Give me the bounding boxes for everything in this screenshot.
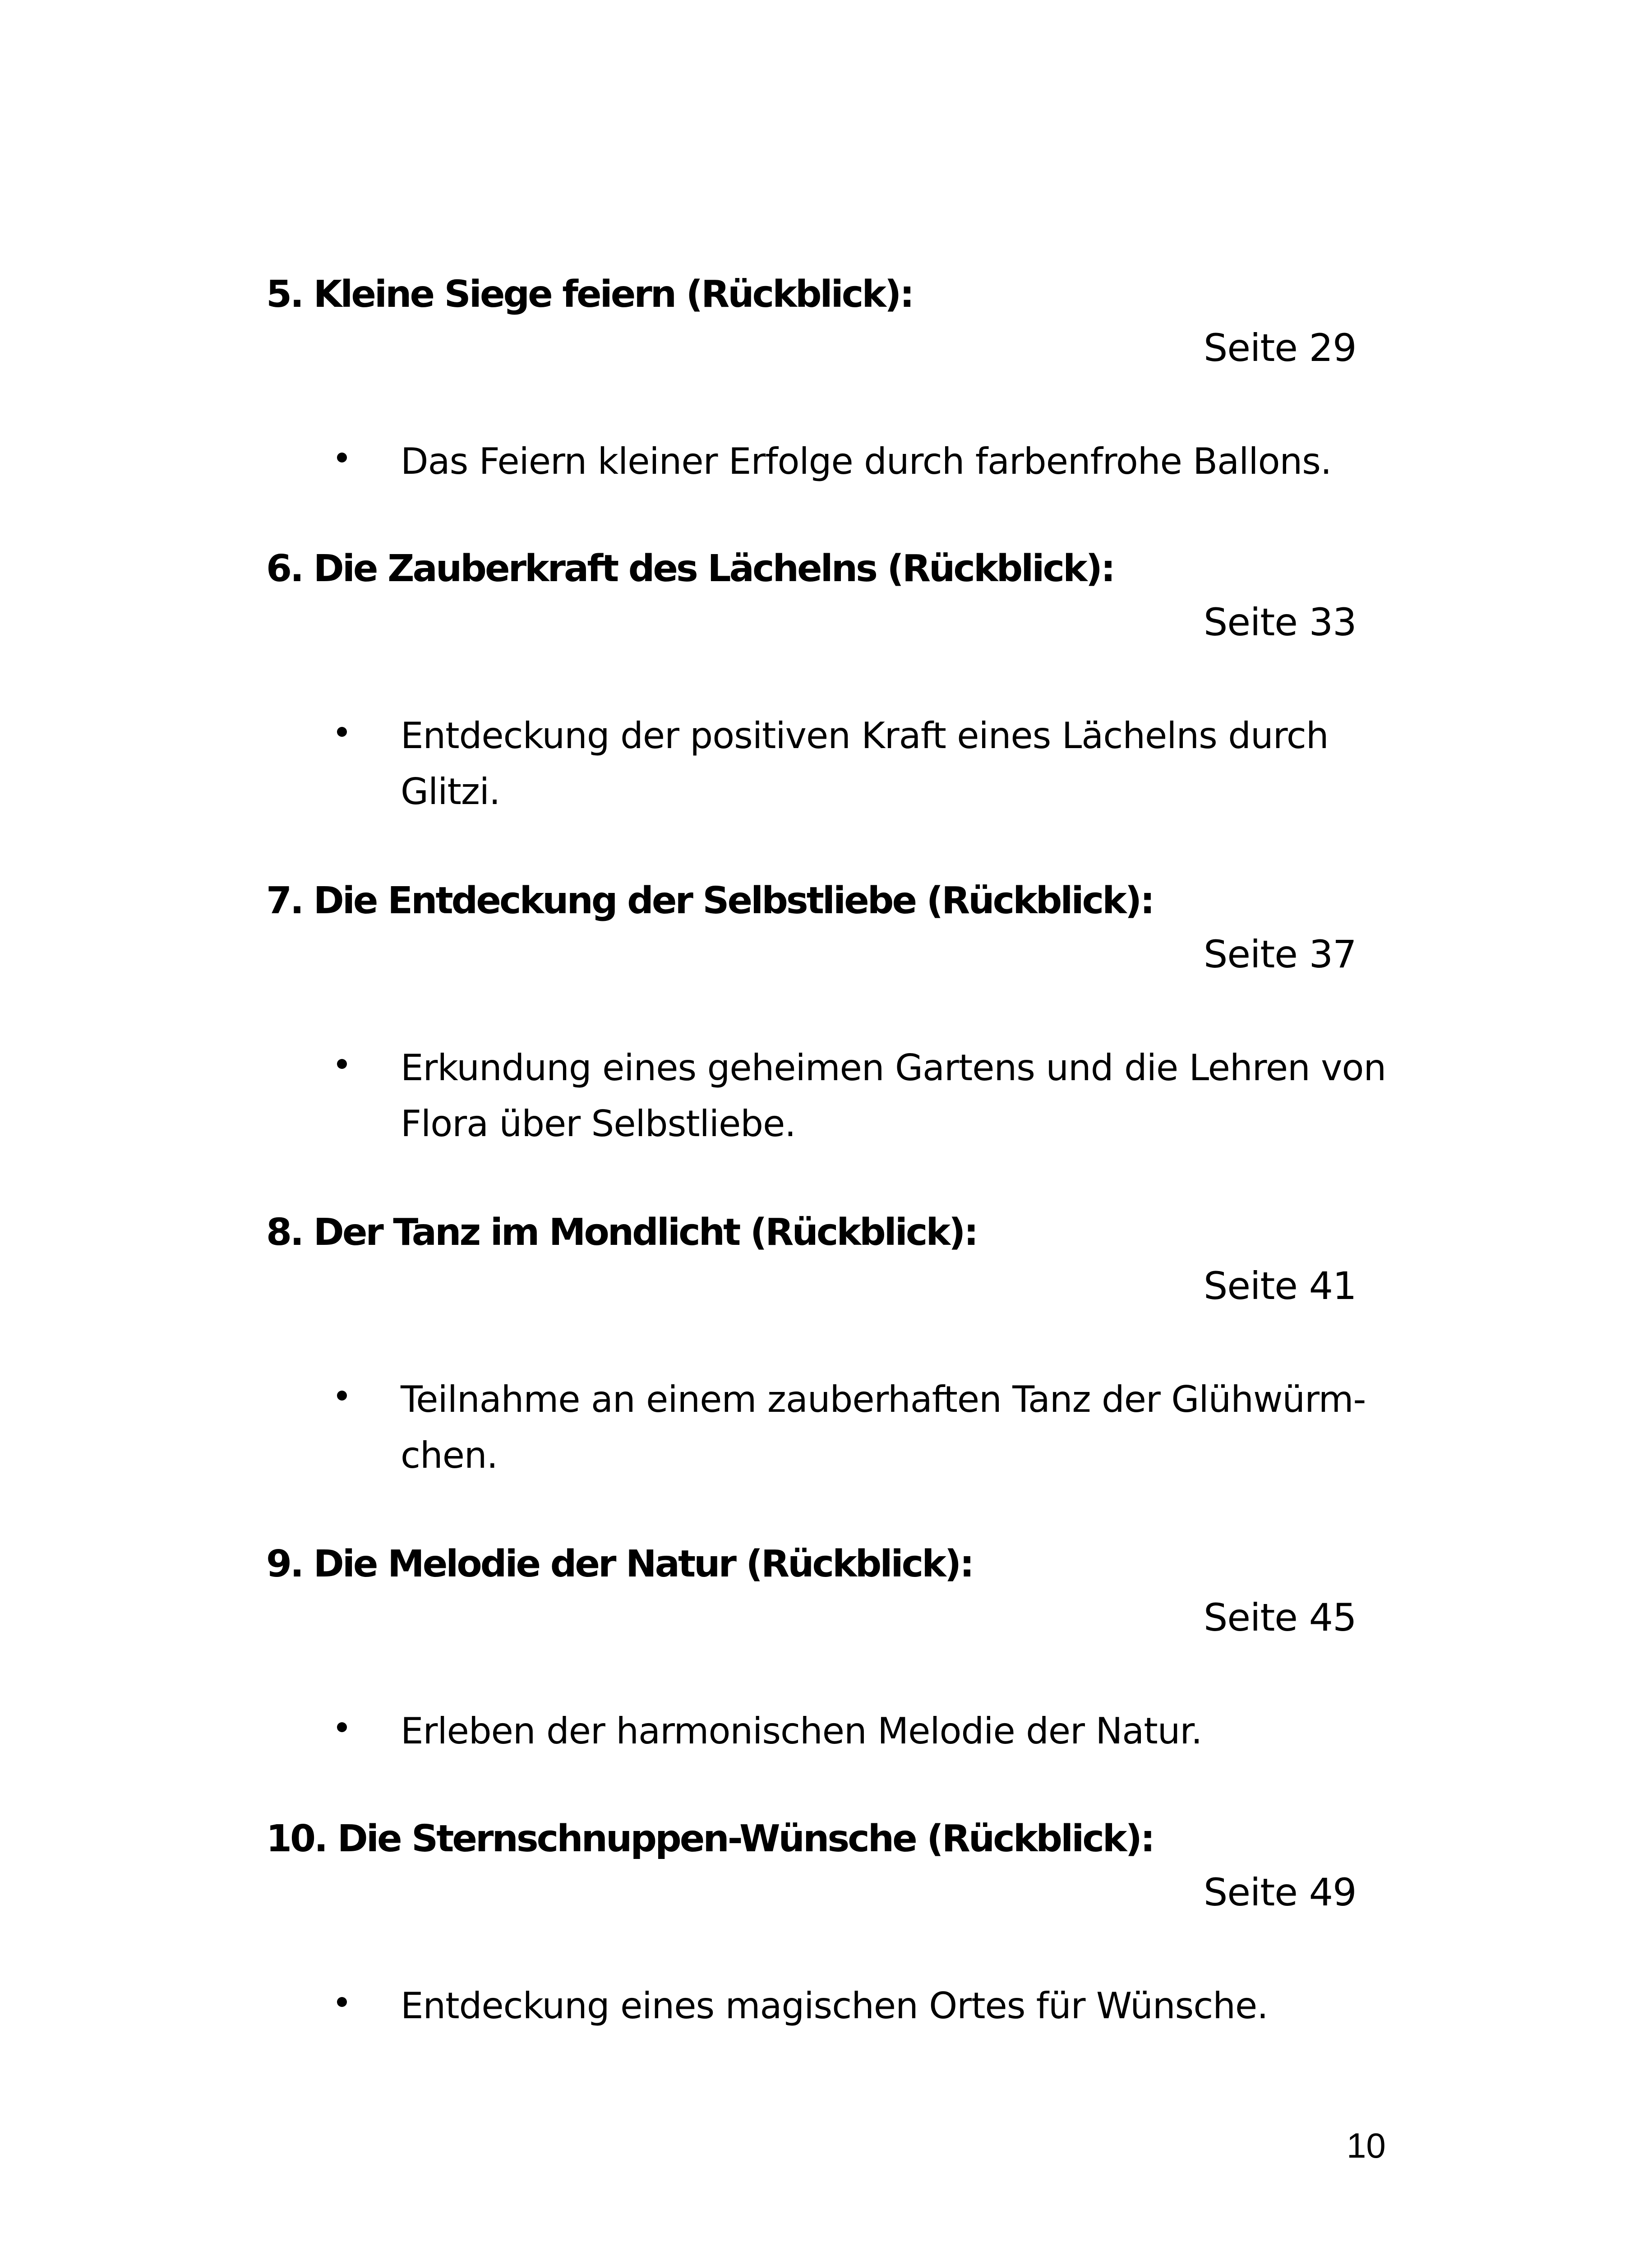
- bullet-text: Erleben der harmonischen Melodie der Natur.: [401, 1710, 1202, 1752]
- bullet-icon: [337, 1722, 347, 1732]
- entry-page-ref: Seite 45: [1204, 1595, 1357, 1640]
- entry-heading: 10. Die Sternschnuppen-Wünsche (Rückblick):: [266, 1817, 1154, 1860]
- entry-page-ref: Seite 41: [1204, 1264, 1357, 1308]
- bullet-icon: [337, 1059, 347, 1069]
- entry-heading: 6. Die Zauberkraft des Lächelns (Rückblick):: [266, 547, 1114, 590]
- entry-heading: 8. Der Tanz im Mondlicht (Rückblick):: [266, 1211, 977, 1254]
- bullet-icon: [337, 1997, 347, 2007]
- bullet-icon: [337, 453, 347, 462]
- bullet-text: Teilnahme an einem zauberhaften Tanz der Glühwürm- chen.: [401, 1378, 1366, 1476]
- bullet-text: Entdeckung der positiven Kraft eines Lächelns durch Glitzi.: [401, 715, 1329, 813]
- bullet-text: Erkundung eines geheimen Gartens und die Lehren von Flora über Selbstliebe.: [401, 1047, 1386, 1145]
- entry-page-ref: Seite 29: [1204, 326, 1357, 370]
- entry-page-ref: Seite 37: [1204, 932, 1357, 976]
- entry-page-ref: Seite 33: [1204, 600, 1357, 644]
- bullet-text: Das Feiern kleiner Erfolge durch farbenfrohe Ballons.: [401, 440, 1332, 482]
- entry-heading: 7. Die Entdeckung der Selbstliebe (Rückblick):: [266, 879, 1154, 922]
- entry-heading: 9. Die Melodie der Natur (Rückblick):: [266, 1543, 973, 1586]
- page-number: 10: [1347, 2126, 1386, 2165]
- entry-heading: 5. Kleine Siege feiern (Rückblick):: [266, 273, 913, 316]
- entry-page-ref: Seite 49: [1204, 1870, 1357, 1914]
- bullet-icon: [337, 1391, 347, 1401]
- bullet-text: Entdeckung eines magischen Ortes für Wünsche.: [401, 1985, 1268, 2027]
- bullet-icon: [337, 727, 347, 737]
